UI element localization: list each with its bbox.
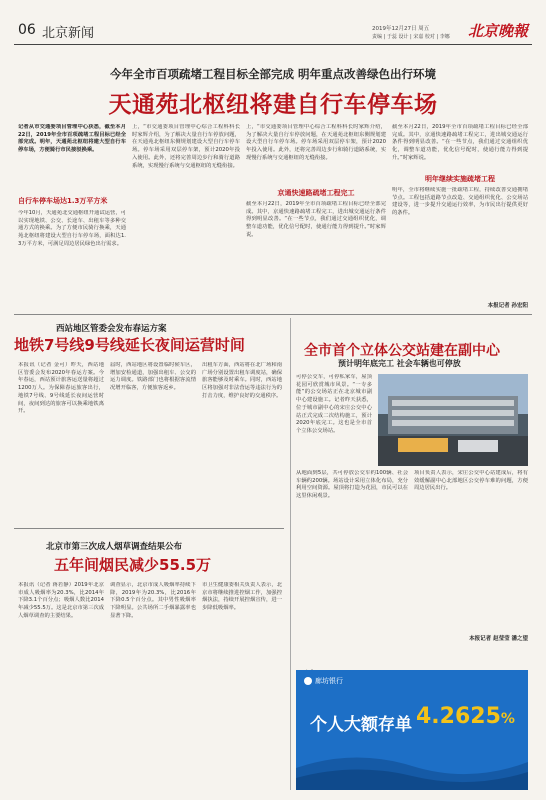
bank-logo — [304, 676, 343, 686]
story1-reporter: 本报记者 孙宏阳 — [487, 303, 528, 309]
story4-reporter: 本报记者 赵莹莹 潘之望 — [469, 636, 528, 642]
brand-logo: 北京晚報 — [468, 22, 529, 40]
story4-subhead: 预计明年底完工 社会车辆也可停放 — [338, 359, 461, 368]
story1-col3-body: 截至本月22日，2019年全市百项疏堵工程目标已经全部完成。其中，京通快速路疏堵工程完工，进出城交通运行条件得到明显改善。“在一些节点，我们通过交通组织优化，调整车道功能，优化信号配时，使通行能力得到提升。”时家辉说。 — [246, 201, 386, 238]
story1-col4-body: 明年，全市将继续实施一批疏堵工程，持续改善交通拥堵节点。工程包括道路节点改造、交通组织优化、公交场站建设等，进一步提升交通运行效率，为市民出行提供更好的条件。 — [392, 187, 528, 217]
story1-lead: 记者从市交通委项目管理中心获悉，截至本月22日，2019年全市百项疏堵工程目标已经全部完成。明年，天通苑北枢纽将建大型自行车停车场，方便骑行市民接驳换乘。 — [18, 124, 126, 154]
story4-body-1: 从地面到5层，共可停放公交车约100辆、社会车辆约200辆。场站设计采用立体化布局，充分利用空间资源。屋顶将打造为花园，市民可以在这里休闲观景。 — [296, 470, 408, 500]
story2-bottom-rule — [14, 528, 284, 529]
ad-rate — [416, 704, 515, 729]
ad-wave — [296, 748, 528, 790]
story1-col2: 上，“市交通委项目管理中心综合工程科科长时家辉介绍，为了解决大量自行车停放问题，在天通苑北枢纽东侧规划建设大型自行车停车场。停车场采用双层停车架，预计2020年投入使用。此外，还将完善周边步行和骑行道路系统，实现慢行系统与交通枢纽的无缝衔接。 — [132, 124, 240, 169]
story2-headline: 地铁7号线9号线延长夜间运营时间 — [14, 336, 245, 354]
story3-headline: 五年间烟民减少55.5万 — [54, 556, 212, 574]
page-number: 06 — [18, 22, 36, 38]
story1-col1 — [18, 124, 126, 310]
story2-col3: 出租车方面，西站将在北广场和南广场分别设置出租车调度站，确保旅客能够及时乘车。同时，西站地区将加强对非法营运等违法行为的打击力度，维护良好的交通秩序。 — [202, 362, 282, 399]
story1-subhead-1: 自行车停车场达1.3万平方米 — [18, 197, 108, 205]
story1-subhead-3: 明年继续实施疏堵工程 — [425, 175, 495, 183]
bus-station-photo — [378, 374, 528, 466]
story3-kicker: 北京市第三次成人烟草调查结果公布 — [46, 542, 183, 552]
story4-body-2: 项目负责人表示，宋庄公交中心站建成后，将有效缓解副中心北部地区公交停车难的问题，方便周边居民出行。 — [414, 470, 528, 492]
issue-date: 2019年12月27日 周五 — [372, 26, 430, 32]
story1-headline: 天通苑北枢纽将建自行车停车场 — [108, 92, 438, 118]
masthead — [0, 0, 546, 46]
ad-slogan: 个人大额存单 — [310, 715, 412, 735]
story4-headline: 全市首个立体公交站建在副中心 — [304, 343, 500, 359]
editors-line: 责编 | 于蕊 设计 | 宋嘉 校对 | 李娜 — [372, 34, 450, 40]
masthead-divider — [14, 44, 532, 45]
story1-col4-intro: 截至本月22日，2019年全市百项疏堵工程目标已经全部完成。其中，京通快速路疏堵工程完工，进出城交通运行条件得到明显改善。“在一些节点，我们通过交通组织优化，调整车道功能，优化信号配时，使通行能力得到提升。”时家辉说。 — [392, 124, 528, 161]
advertisement — [296, 670, 528, 790]
story1-col1-body: 今年10月，天通苑北交通枢纽开通试运营，可以实现地铁、公交、长途车、出租车等多种交通方式的换乘。为了方便市民骑行换乘，天通苑北枢纽将建设大型自行车停车场，面积达1.3万平方米，可满足周边居民绿色出行需求。 — [18, 210, 126, 247]
bank-logo-icon — [304, 677, 312, 685]
ad-rate-unit: % — [500, 711, 515, 727]
story3-col3: 市卫生健康委相关负责人表示，北京市将继续推进控烟工作，加强控烟执法，持续开展控烟宣传，进一步降低吸烟率。 — [202, 582, 282, 612]
story3-col1: 本报讯（记者 蒋若静）2019年北京市成人吸烟率为20.3%，比2014年下降3.1个百分点；吸烟人数比2014年减少55.5万。这是北京市第三次成人烟草调查的主要结果。 — [18, 582, 104, 619]
story2-col2: 届时，西站地区将设置临时候车区，增加安检通道，加强出租车、公交的运力调度。铁路部门也将根据客流情况增开临客，方便旅客返乡。 — [110, 362, 196, 392]
column-divider — [290, 318, 291, 790]
story1-subhead-2: 京通快速路疏堵工程完工 — [277, 189, 355, 197]
bus-station-illustration — [378, 374, 528, 466]
story2-col1: 本报讯（记者 金可）昨天，西站地区管委会发布2020年春运方案。今年春运，西站预计旅客运送量将超过1200万人。为保障春运旅客出行，地铁7号线、9号线延长夜间运营时间，夜间到达的旅客可以换乘地铁离开。 — [18, 362, 104, 415]
story2-kicker: 西站地区管委会发布春运方案 — [56, 324, 167, 334]
ad-wave-graphic — [296, 748, 528, 790]
story4-lead: 可停公交车，可停私家车，屋顶花园可欣赏城市风景。“一专多能”的公交场站正在北京城市副中心建设施工。记者昨天获悉，位于城市副中心的宋庄公交中心站正式完成二次结构施工，预计2020年底完工。这也是全市首个立体公交场站。 — [296, 374, 372, 434]
story1-kicker: 今年全市百项疏堵工程目标全部完成 明年重点改善绿色出行环境 — [109, 67, 436, 81]
story1-bottom-rule — [14, 314, 532, 315]
story1-col4 — [392, 124, 528, 310]
story3-col2: 调查显示，北京市成人吸烟率持续下降，2019年为20.3%，比2016年下降0.5个百分点。其中男性吸烟率下降明显。公共场所二手烟暴露率也显著下降。 — [110, 582, 196, 619]
bank-name: 廊坊银行 — [315, 677, 343, 685]
story1-col3-intro: 上，“市交通委项目管理中心综合工程科科长时家辉介绍，为了解决大量自行车停放问题，在天通苑北枢纽东侧规划建设大型自行车停车场。停车场采用双层停车架，预计2020年投入使用。此外，还将完善周边步行和骑行道路系统，实现慢行系统与交通枢纽的无缝衔接。 — [246, 124, 386, 161]
story4-col2 — [414, 470, 528, 650]
section-title: 北京新闻 — [42, 26, 95, 41]
story1-col3 — [246, 124, 386, 310]
ad-rate-value: 4.2625 — [416, 704, 501, 729]
